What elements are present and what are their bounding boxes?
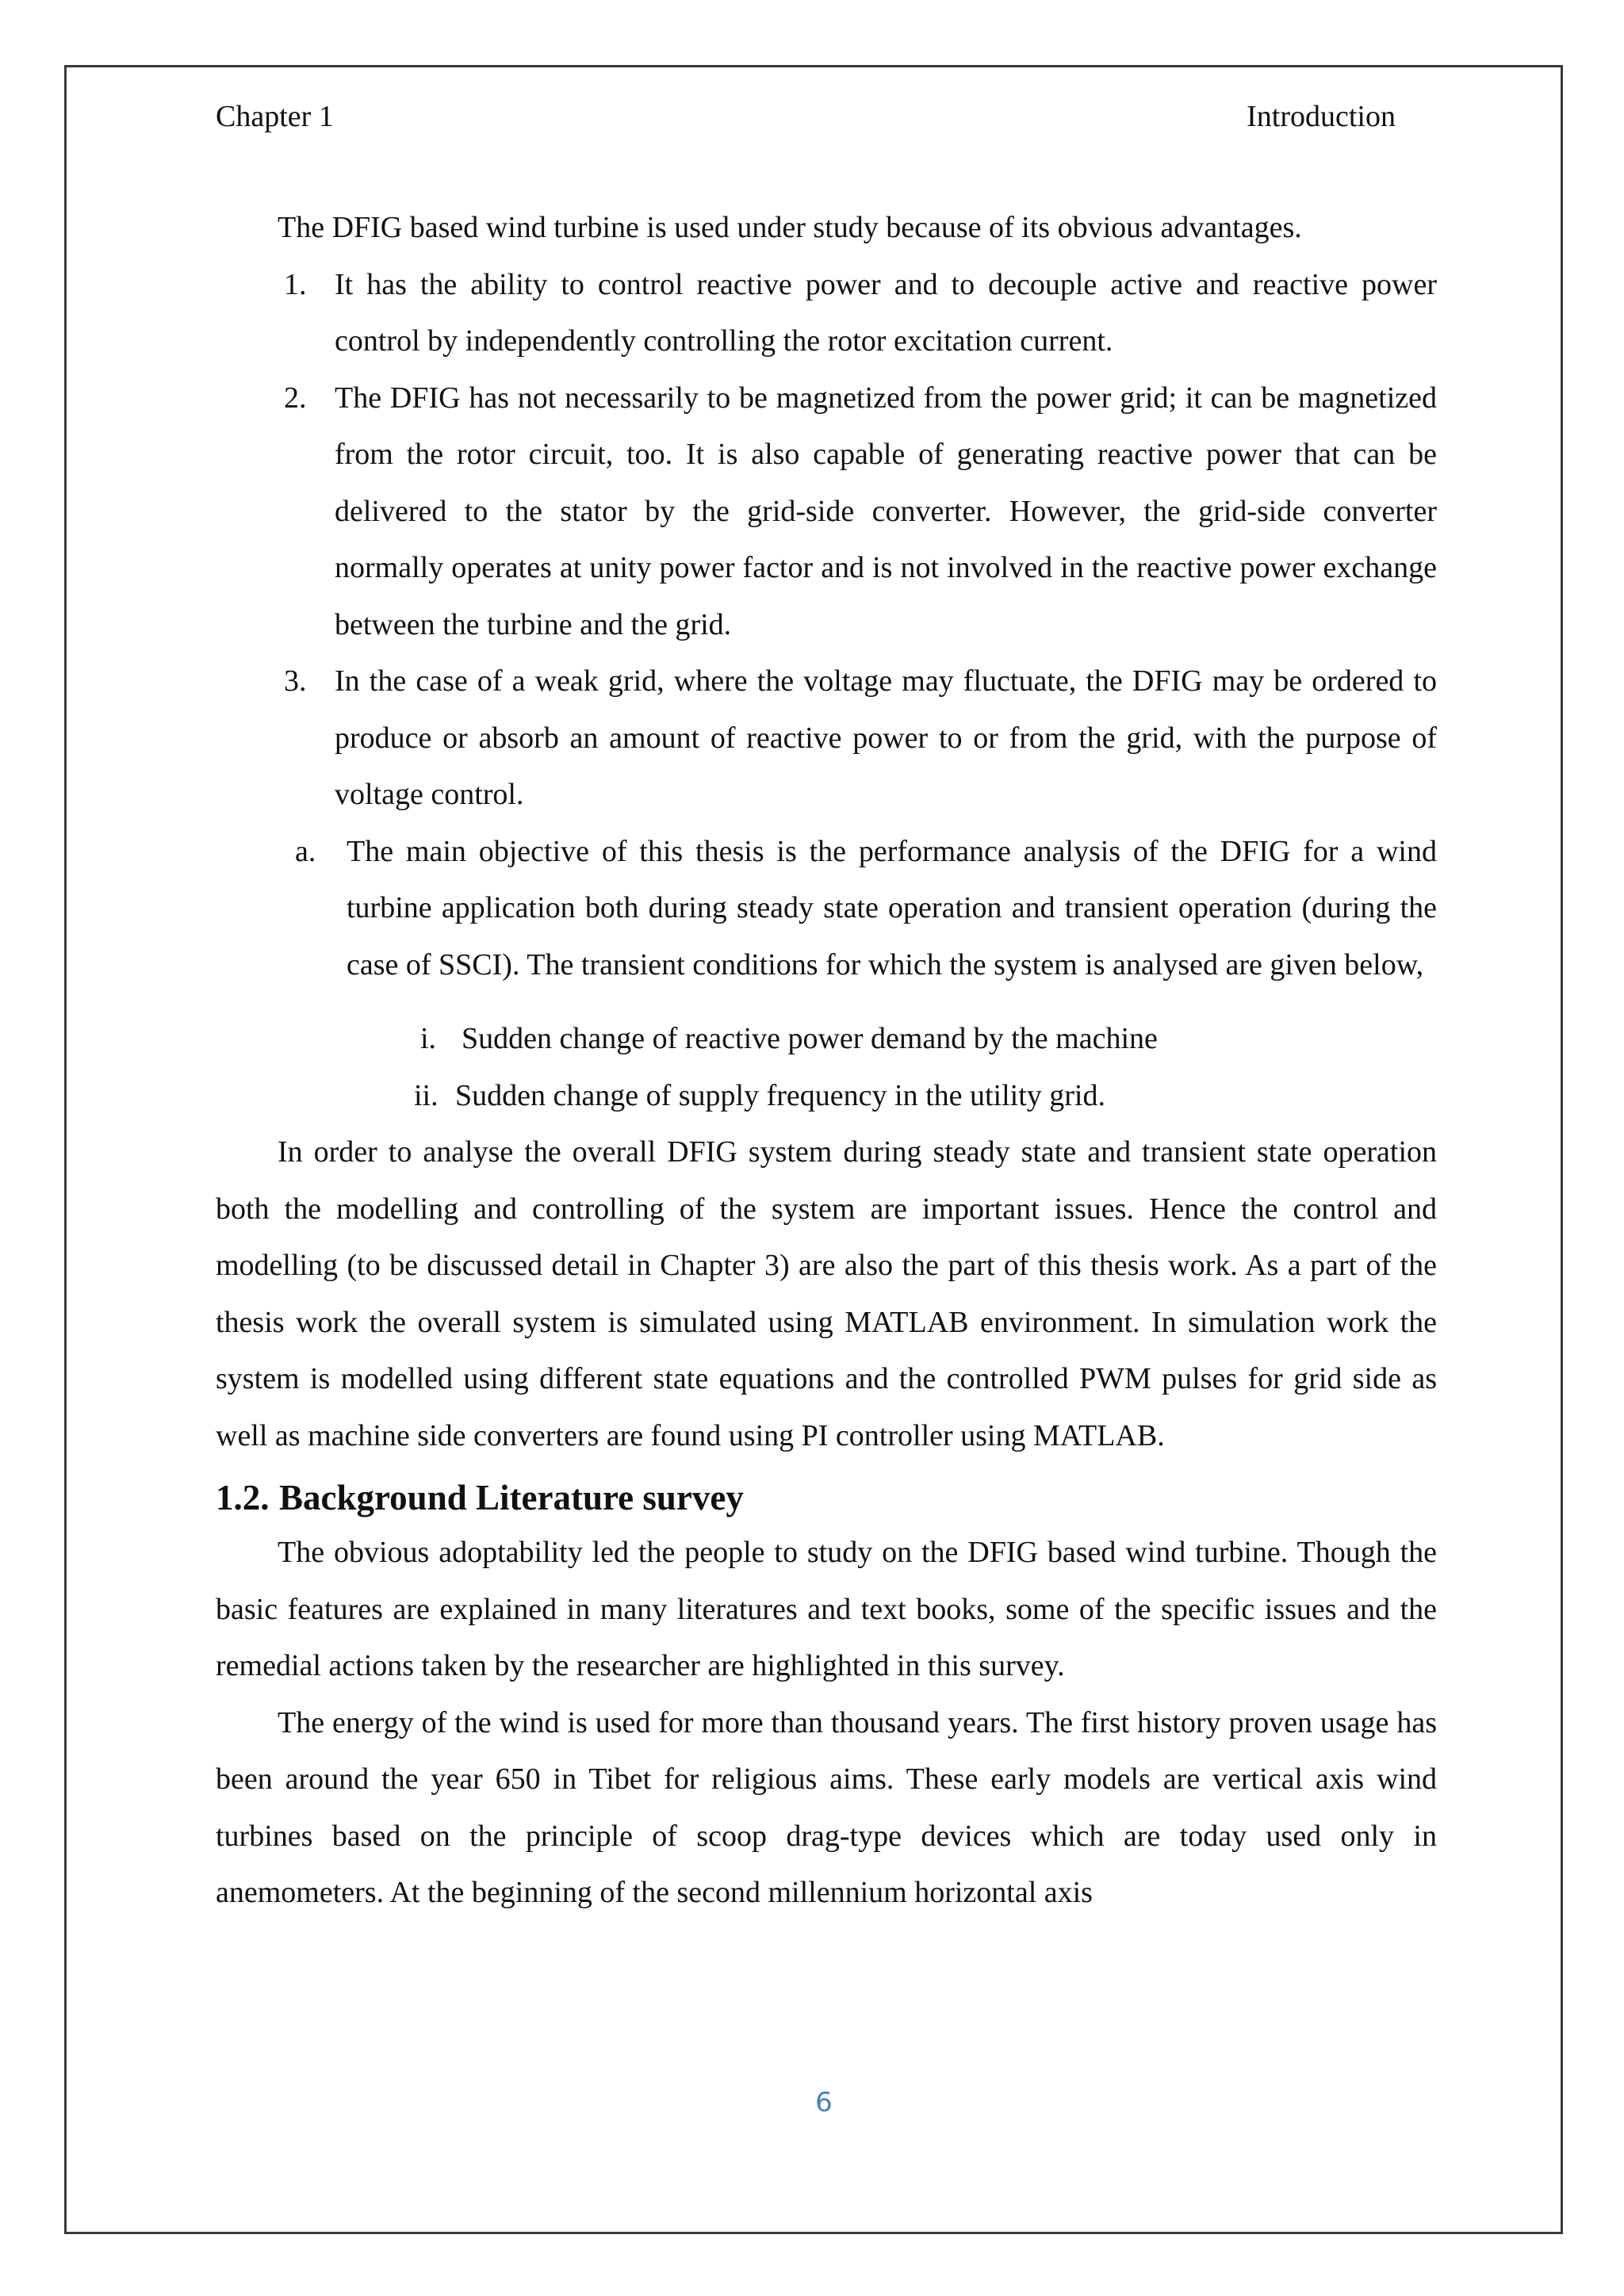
objective-text: The main objective of this thesis is the performance analysis of the DFIG for a wind turbine application both during steady state operation and transient operation (during the case of SSCI). The transient conditions for which the system is analysed are given below, (347, 834, 1437, 982)
list-item-number: 1. (284, 267, 307, 301)
list-item (216, 824, 1437, 994)
page-content (216, 200, 1437, 1922)
list-item-text: It has the ability to control reactive power and to decouple active and reactive power control by independently controlling the rotor excitation current. (335, 267, 1437, 358)
list-item-number: 2. (284, 381, 307, 415)
intro-paragraph: The DFIG based wind turbine is used under study because of its obvious advantages. (278, 211, 1302, 244)
running-header (216, 97, 1396, 136)
transient-conditions-list (216, 1011, 1437, 1124)
page-number: 6 (815, 2087, 833, 2118)
list-item-roman: ii. (414, 1078, 439, 1112)
list-item (216, 257, 1437, 370)
list-item-text: In the case of a weak grid, where the voltage may fluctuate, the DFIG may be ordered to produce or absorb an amount of reactive power to or from the grid, with the purpose of voltage control. (335, 664, 1437, 811)
header-chapter: Chapter 1 (216, 100, 334, 133)
analysis-paragraph: In order to analyse the overall DFIG system during steady state and transient state operation both the modelling and controlling of the system are important issues. Hence the control and modelling (to be discussed detail in Chapter 3) are also the part of this thesis work. As a part of the thesis work the overall system is simulated using MATLAB environment. In simulation work the system is modelled using different state equations and the controlled PWM pulses for grid side as well as machine side converters are found using PI controller using MATLAB. (216, 1135, 1437, 1452)
history-paragraph: The energy of the wind is used for more than thousand years. The first history proven usage has been around the year 650 in Tibet for religious aims. These early models are vertical axis wind turbines based on the principle of scoop drag-type devices which are today used only in anemometers. At the beginning of the second millennium horizontal axis (216, 1705, 1437, 1909)
advantages-list (216, 257, 1437, 824)
list-item-number: 3. (284, 664, 307, 698)
survey-paragraph: The obvious adoptability led the people to study on the DFIG based wind turbine. Though the basic features are explained in many literatures and text books, some of the specific issues and the remedial actions taken by the researcher are highlighted in this survey. (216, 1536, 1437, 1682)
objective-list (216, 824, 1437, 994)
list-item-roman: i. (420, 1022, 437, 1055)
list-item (216, 1011, 1437, 1068)
section-title: Background Literature survey (279, 1478, 744, 1517)
section-heading (216, 1474, 1437, 1521)
list-item-letter: a. (295, 834, 316, 868)
list-item (216, 653, 1437, 824)
header-title: Introduction (1247, 100, 1396, 133)
list-item-text: Sudden change of reactive power demand by the machine (462, 1022, 1158, 1055)
list-item (216, 1068, 1437, 1125)
section-number: 1.2. (216, 1478, 270, 1517)
list-item (216, 370, 1437, 654)
list-item-text: The DFIG has not necessarily to be magnetized from the power grid; it can be magnetized from the rotor circuit, too. It is also capable of generating reactive power that can be delivered to the stator by the grid-side converter. However, the grid-side converter normally operates at unity power factor and is not involved in the reactive power exchange between the turbine and the grid. (335, 381, 1437, 641)
list-item-text: Sudden change of supply frequency in the utility grid. (455, 1078, 1105, 1112)
